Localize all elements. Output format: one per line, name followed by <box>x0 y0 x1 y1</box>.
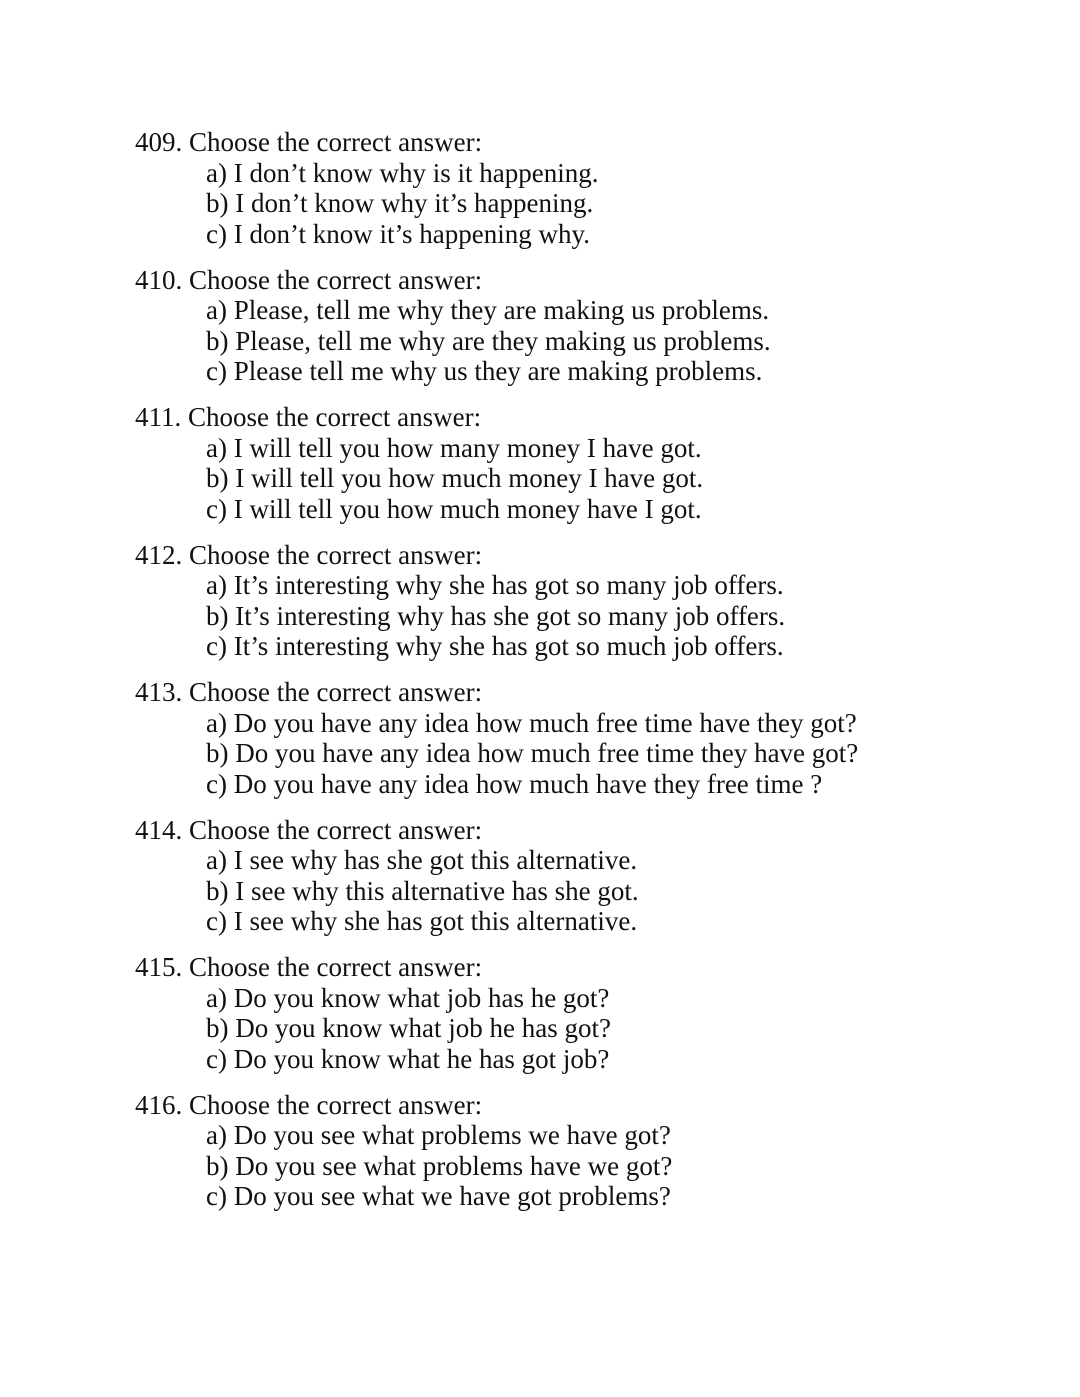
question-416 <box>135 1090 1035 1212</box>
question-number: 413. <box>135 677 183 707</box>
question-heading <box>135 815 1035 846</box>
question-number: 409. <box>135 127 183 157</box>
answer-option-a: a) I don’t know why is it happening. <box>206 157 599 188</box>
question-number: 410. <box>135 264 183 295</box>
question-prompt: Choose the correct answer: <box>189 264 483 295</box>
question-410 <box>135 265 1035 387</box>
answer-option-a: a) I see why has she got this alternative. <box>206 845 638 875</box>
answer-option-b: b) Do you see what problems have we got? <box>206 1150 673 1181</box>
question-heading <box>135 1090 1035 1121</box>
question-prompt: Choose the correct answer: <box>189 539 483 570</box>
answer-options <box>135 708 1035 800</box>
question-number: 411. <box>135 402 182 432</box>
question-412 <box>135 540 1035 662</box>
question-415 <box>135 952 1035 1074</box>
answer-option-a: a) Do you have any idea how much free time have they got? <box>206 707 857 738</box>
answer-option-c: c) I don’t know it’s happening why. <box>206 218 590 249</box>
answer-option-c: c) Do you know what he has got job? <box>206 1043 610 1074</box>
answer-option-c: c) I see why she has got this alternative. <box>206 906 638 936</box>
question-413 <box>135 677 1035 799</box>
answer-options <box>135 983 1035 1075</box>
answer-option-a: a) I will tell you how many money I have got. <box>206 432 702 463</box>
question-414 <box>135 815 1035 937</box>
question-heading <box>135 677 1035 708</box>
answer-option-b: b) It’s interesting why has she got so many job offers. <box>206 600 786 631</box>
answer-option-c: c) Please tell me why us they are making problems. <box>206 356 763 386</box>
answer-option-b: b) Please, tell me why are they making us problems. <box>206 325 771 356</box>
question-heading <box>135 265 1035 296</box>
question-heading <box>135 402 1035 433</box>
answer-option-b: b) Do you have any idea how much free time they have got? <box>206 738 859 768</box>
question-number: 415. <box>135 952 183 982</box>
question-heading <box>135 127 1035 158</box>
answer-option-a: a) It’s interesting why she has got so many job offers. <box>206 570 784 600</box>
answer-option-c: c) Do you see what we have got problems? <box>206 1181 671 1211</box>
question-411 <box>135 402 1035 524</box>
question-heading <box>135 540 1035 571</box>
question-list <box>135 127 1035 1227</box>
answer-options <box>135 295 1035 387</box>
question-prompt: Choose the correct answer: <box>189 677 483 707</box>
answer-option-a: a) Do you know what job has he got? <box>206 982 610 1013</box>
answer-option-a: a) Please, tell me why they are making us problems. <box>206 295 770 325</box>
question-number: 414. <box>135 814 183 845</box>
answer-option-b: b) I will tell you how much money I have got. <box>206 463 704 493</box>
answer-option-b: b) Do you know what job he has got? <box>206 1013 611 1043</box>
answer-options <box>135 1120 1035 1212</box>
answer-options <box>135 845 1035 937</box>
question-heading <box>135 952 1035 983</box>
question-number: 412. <box>135 539 183 570</box>
question-prompt: Choose the correct answer: <box>189 127 483 157</box>
answer-options <box>135 158 1035 250</box>
answer-options <box>135 570 1035 662</box>
answer-option-b: b) I see why this alternative has she got. <box>206 875 639 906</box>
question-number: 416. <box>135 1089 183 1120</box>
answer-option-b: b) I don’t know why it’s happening. <box>206 188 594 218</box>
question-prompt: Choose the correct answer: <box>189 1089 483 1120</box>
answer-option-c: c) Do you have any idea how much have they free time ? <box>206 768 823 799</box>
question-prompt: Choose the correct answer: <box>189 814 483 845</box>
answer-option-a: a) Do you see what problems we have got? <box>206 1120 671 1150</box>
question-prompt: Choose the correct answer: <box>188 402 482 432</box>
answer-options <box>135 433 1035 525</box>
question-prompt: Choose the correct answer: <box>189 952 483 982</box>
answer-option-c: c) I will tell you how much money have I got. <box>206 493 702 524</box>
question-409 <box>135 127 1035 249</box>
answer-option-c: c) It’s interesting why she has got so much job offers. <box>206 631 784 661</box>
